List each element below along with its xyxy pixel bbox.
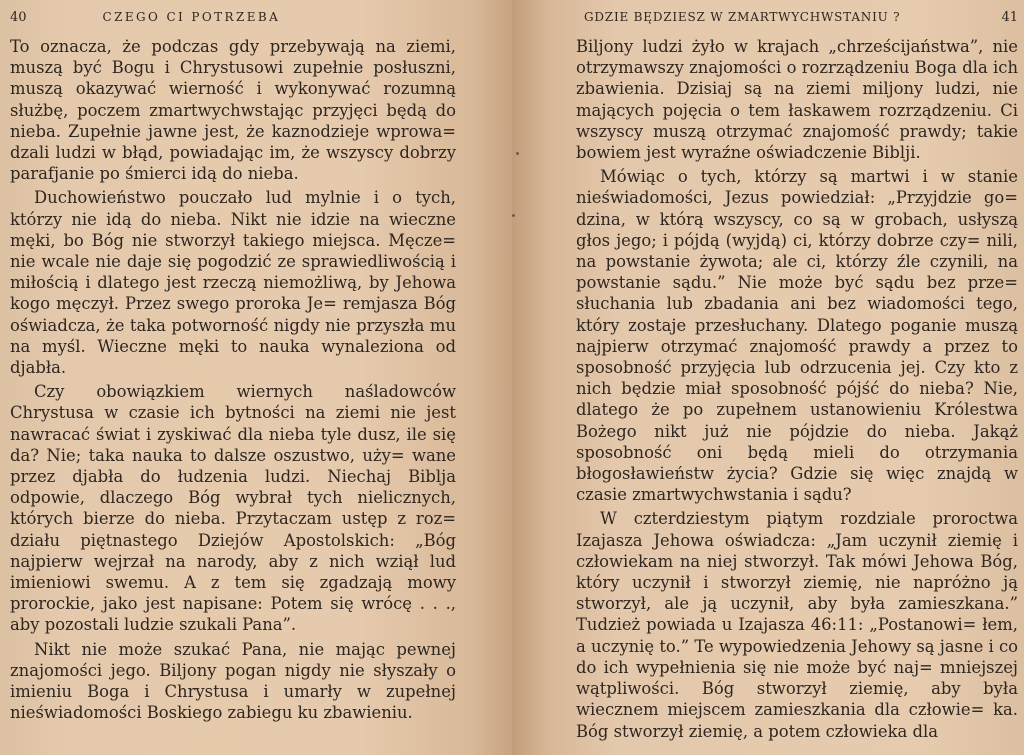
paragraph: Mówiąc o tych, którzy są martwi i w stanie nieświadomości, Jezus powiedział: „Przyjdzie go= dzina, w którą wszyscy, co są w grobach, usłyszą głos jego; i pójdą (wyjdą) ci, którzy dobrze czy= nili, na powstanie żywota; ale ci, którzy źle czynili, na powstanie sądu.” Nie może być sądu bez prze= słuchania lub zbadania ani bez wiadomości tego, który zostaje przesłuchany. Dlatego poganie muszą najpierw otrzymać znajomość prawdy a przez to sposobność przyjęcia lub odrzucenia jej. Czy kto z nich będzie miał sposobność pójść do nieba? Nie, dlatego że po zupełnem ustanowieniu Królestwa Bożego nikt już nie pójdzie do nieba. Jakąż sposobność oni będą mieli do otrzymania błogosławieństw życia? Gdzie się więc znajdą w czasie zmartwychwstania i sądu? [576, 167, 1018, 505]
paragraph: To oznacza, że podczas gdy przebywają na ziemi, muszą być Bogu i Chrystusowi zupełnie posłuszni, muszą okazywać wierność i wykonywać rozumną służbę, poczem zmartwychwstając przyjęci będą do nieba. Zupełnie jawne jest, że kaznodzieje wprowa= dzali ludzi w błąd, powiadając im, że wszyscy dobrzy parafjanie po śmierci idą do nieba. [10, 37, 456, 184]
paragraph: Nikt nie może szukać Pana, nie mając pewnej znajomości jego. Biljony pogan nigdy nie słyszały o imieniu Boga i Chrystusa i umarły w zupełnej nieświadomości Boskiego zabiegu ku zbawieniu. [10, 639, 456, 723]
paragraph: Biljony ludzi żyło w krajach „chrześcijaństwa”, nie otrzymawszy znajomości o rozrządzeniu Boga dla ich zbawienia. Dzisiaj są na ziemi miljony ludzi, nie mających pojęcia o tem łaskawem rozrządzeniu. Ci wszyscy muszą otrzymać znajomość prawdy; takie bowiem jest wyraźne oświadczenie Biblji. [576, 37, 1018, 163]
right-page [512, 0, 1024, 755]
right-running-head: GDZIE BĘDZIESZ W ZMARTWYCHWSTANIU ? [584, 10, 901, 24]
paragraph: Duchowieństwo pouczało lud mylnie i o tych, którzy nie idą do nieba. Nikt nie idzie na wieczne męki, bo Bóg nie stworzył takiego miejsca. Męcze= nie wcale nie daje się pogodzić ze sprawiedliwością i miłością i dlatego jest rzeczą niemożliwą, by Jehowa kogo męczył. Przez swego proroka Je= remjasza Bóg oświadcza, że taka potworność nigdy nie przyszła mu na myśl. Wieczne męki to nauka wynaleziona od djabła. [10, 188, 456, 378]
left-page-number: 40 [10, 10, 27, 25]
left-page-body [10, 36, 456, 724]
paper-spot [516, 152, 519, 155]
right-page-body [576, 36, 1018, 742]
paper-spot [512, 214, 515, 217]
paragraph: W czterdziestym piątym rozdziale proroctwa Izajasza Jehowa oświadcza: „Jam uczynił ziemię i człowiekam na niej stworzył. Tak mówi Jehowa Bóg, który uczynił i stworzył ziemię, nie napróżno ją stworzył, ale ją uczynił, aby była zamieszkana.” Tudzież powiada u Izajasza 46:11: „Postanowi= łem, a uczynię to.” Te wypowiedzenia Jehowy są jasne i co do ich wypełnienia się nie może być naj= mniejszej wątpliwości. Bóg stworzył ziemię, aby była wiecznem miejscem zamieszkania dla człowie= ka. Bóg stworzył ziemię, a potem człowieka dla [576, 509, 1018, 741]
left-page-header [10, 10, 456, 36]
right-page-number: 41 [1001, 10, 1018, 25]
paragraph: Czy obowiązkiem wiernych naśladowców Chrystusa w czasie ich bytności na ziemi nie jest nawracać świat i zyskiwać dla nieba tyle dusz, ile się da? Nie; taka nauka to dalsze oszustwo, uży= wane przez djabła do łudzenia ludzi. Niechaj Biblja odpowie, dlaczego Bóg wybrał tych nielicznych, których bierze do nieba. Przytaczam ustęp z roz= działu piętnastego Dziejów Apostolskich: „Bóg najpierw wejrzał na narody, aby z nich wziął lud imieniowi swemu. A z tem się zgadzają mowy prorockie, jako jest napisane: Potem się wrócę . . ., aby pozostali ludzie szukali Pana”. [10, 382, 456, 635]
right-page-header [576, 10, 1018, 36]
left-running-head: CZEGO CI POTRZEBA [102, 10, 281, 24]
